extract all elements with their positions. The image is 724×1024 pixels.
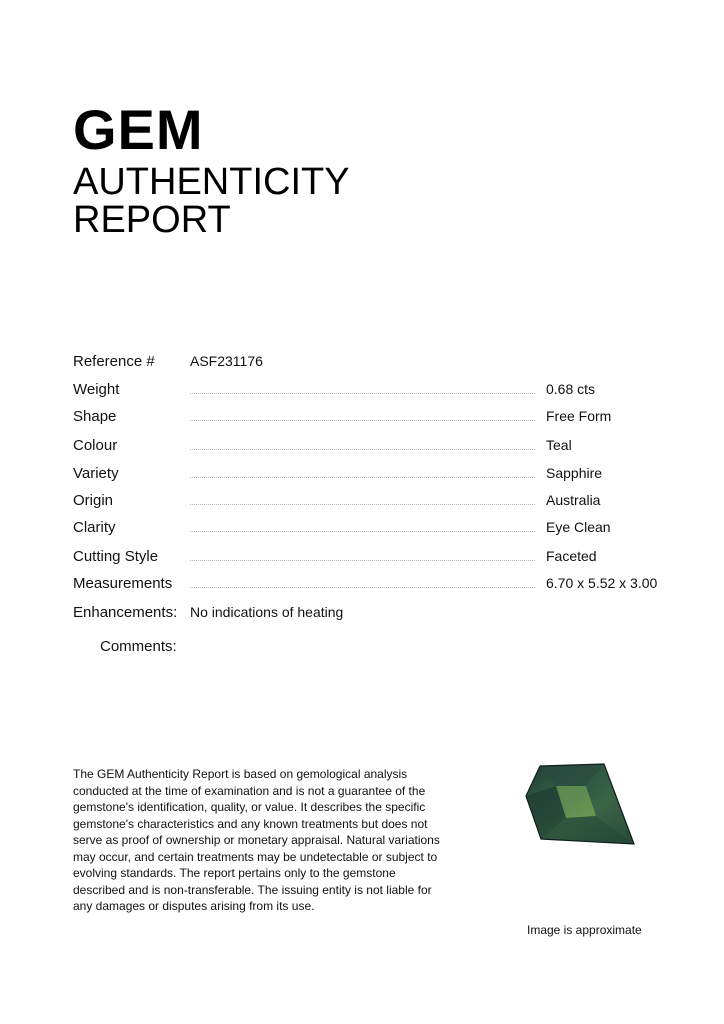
field-value-weight: 0.68 cts — [546, 381, 596, 397]
field-variety — [73, 465, 673, 485]
field-label-reference: Reference # — [73, 353, 155, 370]
field-shape — [73, 408, 673, 428]
field-value-shape: Free Form — [546, 408, 612, 424]
field-label-colour: Colour — [73, 437, 118, 454]
field-clarity — [73, 519, 673, 539]
field-label-enhancements: Enhancements: — [73, 604, 178, 621]
dotted-leader — [190, 420, 535, 421]
field-measurements — [73, 575, 673, 595]
image-caption: Image is approximate — [527, 923, 642, 937]
subtitle-line-1: AUTHENTICITY — [73, 161, 350, 203]
comments-label: Comments: — [100, 638, 177, 655]
field-colour — [73, 437, 673, 457]
field-reference — [73, 353, 673, 373]
field-cutting-style — [73, 548, 673, 568]
field-label-origin: Origin — [73, 492, 114, 509]
field-enhancements — [73, 604, 673, 624]
dotted-leader — [190, 560, 535, 561]
dotted-leader — [190, 504, 535, 505]
field-label-measurements: Measurements — [73, 575, 173, 592]
field-value-measurements: 6.70 x 5.52 x 3.00 — [546, 575, 658, 591]
field-label-variety: Variety — [73, 465, 119, 482]
field-value-colour: Teal — [546, 437, 572, 453]
subtitle-line-2: REPORT — [73, 199, 231, 241]
gemstone-icon — [516, 756, 646, 856]
field-value-variety: Sapphire — [546, 465, 603, 481]
field-label-cutting-style: Cutting Style — [73, 548, 159, 565]
field-weight — [73, 381, 673, 401]
report-subtitle — [73, 163, 350, 239]
dotted-leader — [190, 393, 535, 394]
dotted-leader — [190, 531, 535, 532]
field-value-enhancements: No indications of heating — [190, 604, 344, 620]
field-label-weight: Weight — [73, 381, 120, 398]
field-label-clarity: Clarity — [73, 519, 116, 536]
dotted-leader — [190, 449, 535, 450]
field-value-cutting-style: Faceted — [546, 548, 597, 564]
dotted-leader — [190, 477, 535, 478]
field-value-clarity: Eye Clean — [546, 519, 611, 535]
field-value-reference: ASF231176 — [190, 353, 263, 369]
report-title: GEM — [73, 98, 204, 161]
field-label-shape: Shape — [73, 408, 117, 425]
dotted-leader — [190, 587, 535, 588]
comments-section — [100, 638, 177, 655]
disclaimer-text: The GEM Authenticity Report is based on gemological analysis conducted at the time of examination and is not a guarantee of the gemstone's identification, quality, or value. It describes the specific gemstone's characteristics and any known treatments but does not serve as proof of ownership or monetary appraisal. Natural variations may occur, and certain treatments may be undetectable or subject to evolving standards. The report pertains only to the gemstone described and is non-transferable. The issuing entity is not liable for any damages or disputes arising from its use. — [73, 767, 440, 913]
field-origin — [73, 492, 673, 512]
field-value-origin: Australia — [546, 492, 601, 508]
